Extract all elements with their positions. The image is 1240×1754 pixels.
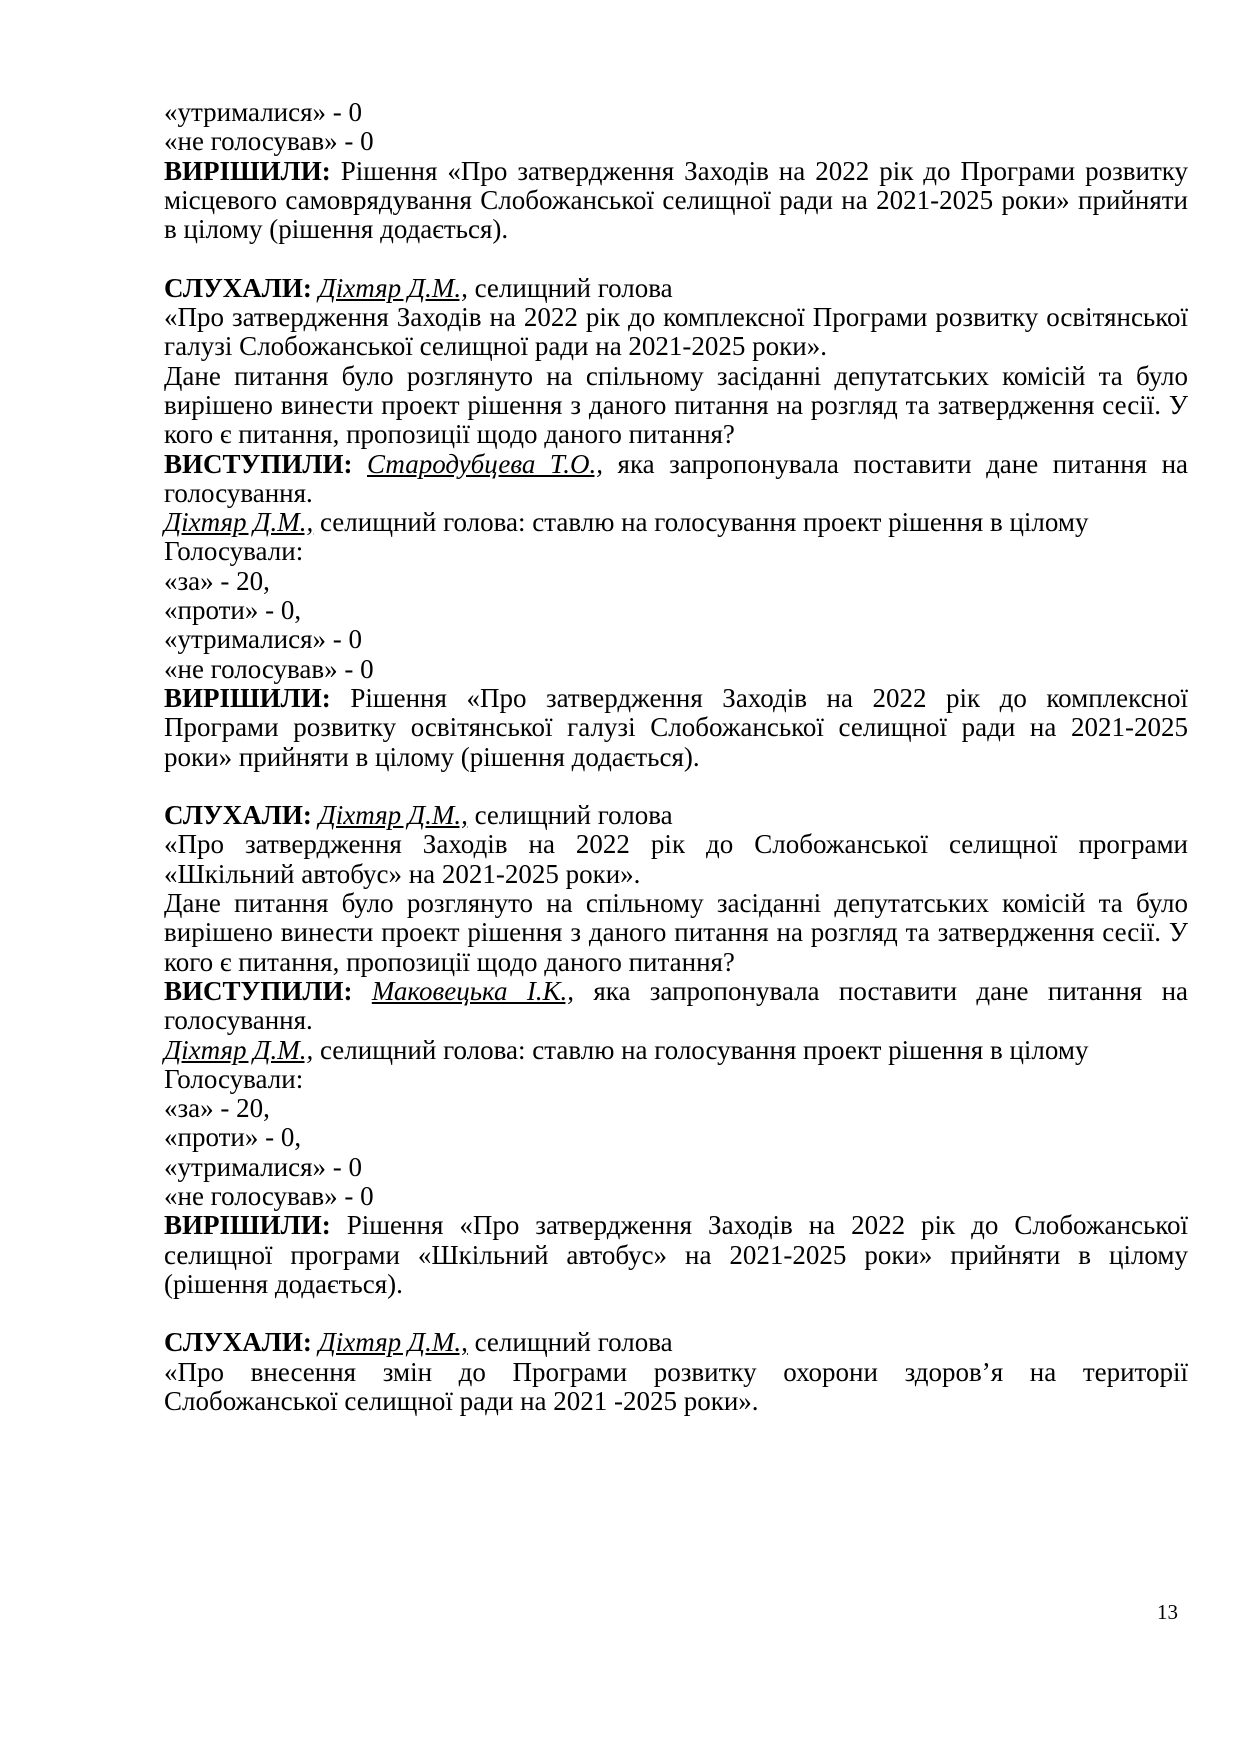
speaker-name: Діхтяр Д.М., (318, 272, 468, 303)
heard-line (164, 801, 1188, 830)
spoke-paragraph (164, 450, 1188, 509)
heard-label: СЛУХАЛИ: (164, 800, 312, 831)
vote-against: «проти» - 0, (164, 595, 302, 626)
decision-paragraph (164, 157, 1188, 245)
spoke-label: ВИСТУПИЛИ: (164, 448, 353, 479)
voted-label: Голосували: (164, 536, 304, 567)
speaker-role: селищний голова (467, 1327, 673, 1358)
vote-abstain: «утрималися» - 0 (164, 97, 363, 127)
section-gap (164, 772, 1188, 801)
spoke-paragraph (164, 977, 1188, 1036)
heard-line (164, 1328, 1188, 1357)
decision-paragraph (164, 1211, 1188, 1299)
heard-line (164, 274, 1188, 303)
vote-not-voted: «не голосував» - 0 (164, 653, 374, 684)
vote-against: «проти» - 0, (164, 1122, 302, 1153)
discussion-paragraph: Дане питання було розглянуто на спільному засіданні депутатських комісій та було вирішено винести проект рішення з даного питання на розгляд та затвердження сесії. У кого є питання, пропозиції щодо даного питання? (164, 360, 1188, 450)
vote-not-voted: «не голосував» - 0 (164, 1180, 374, 1211)
spoke-text: яка запропонувала поставити дане питання на голосування. (164, 448, 1189, 508)
chair-text: селищний голова: ставлю на голосування проект рішення в цілому (313, 1034, 1089, 1065)
page-number: 13 (1157, 1600, 1178, 1624)
chair-name: Діхтяр Д.М., (164, 507, 314, 538)
spoke-label: ВИСТУПИЛИ: (164, 975, 353, 1006)
decided-label: ВИРІШИЛИ: (164, 1210, 331, 1241)
decided-label: ВИРІШИЛИ: (164, 155, 331, 186)
voted-label: Голосували: (164, 1063, 304, 1094)
decided-text: Рішення «Про затвердження Заходів на 2022 рік до комплексної Програми розвитку освітянської галузі Слобожанської селищної ради на 2021-2025 роки» прийняти в цілому (рішення додається). (164, 682, 1189, 772)
decided-label: ВИРІШИЛИ: (164, 682, 331, 713)
topic-paragraph: «Про затвердження Заходів на 2022 рік до комплексної Програми розвитку освітянської галузі Слобожанської селищної ради на 2021-2025 роки». (164, 302, 1188, 362)
decided-text: Рішення «Про затвердження Заходів на 2022 рік до Програми розвитку місцевого самоврядування Слобожанської селищної ради на 2021-2025 роки» прийняти в цілому (рішення додається). (164, 155, 1188, 245)
section-gap (164, 244, 1188, 273)
speaker-name: Діхтяр Д.М., (318, 800, 468, 831)
vote-abstain: «утрималися» - 0 (164, 624, 363, 655)
speaker-role: селищний голова (467, 800, 673, 831)
heard-label: СЛУХАЛИ: (164, 272, 312, 303)
page-content (164, 98, 1188, 1416)
discussion-paragraph: Дане питання було розглянуто на спільному засіданні депутатських комісій та було вирішено винести проект рішення з даного питання на розгляд та затвердження сесії. У кого є питання, пропозиції щодо даного питання? (164, 888, 1188, 977)
speaker-role: селищний голова (467, 272, 673, 303)
spoke-name: Стародубцева Т.О., (366, 448, 603, 479)
vote-abstain: «утрималися» - 0 (164, 1151, 363, 1182)
chair-text: селищний голова: ставлю на голосування проект рішення в цілому (313, 507, 1089, 538)
heard-label: СЛУХАЛИ: (164, 1327, 312, 1358)
chair-name: Діхтяр Д.М., (164, 1034, 314, 1065)
topic-paragraph: «Про затвердження Заходів на 2022 рік до Слобожанської селищної програми «Шкільний автобус» на 2021-2025 роки». (164, 829, 1188, 889)
chair-line (164, 1036, 1188, 1065)
decided-text: Рішення «Про затвердження Заходів на 2022 рік до Слобожанської селищної програми «Шкільний автобус» на 2021-2025 роки» прийняти в цілому (рішення додається). (164, 1210, 1189, 1299)
spoke-text: яка запропонувала поставити дане питання на голосування. (164, 975, 1189, 1036)
chair-line (164, 508, 1188, 537)
vote-not-voted: «не голосував» - 0 (164, 126, 374, 157)
spoke-name: Маковецька І.К., (371, 975, 574, 1006)
topic-paragraph: «Про внесення змін до Програми розвитку охорони здоров’я на території Слобожанської селищної ради на 2021 -2025 роки». (164, 1356, 1188, 1417)
section-gap (164, 1299, 1188, 1328)
speaker-name: Діхтяр Д.М., (318, 1327, 468, 1358)
vote-for: «за» - 20, (164, 565, 270, 596)
decision-paragraph (164, 684, 1188, 772)
vote-for: «за» - 20, (164, 1093, 270, 1124)
